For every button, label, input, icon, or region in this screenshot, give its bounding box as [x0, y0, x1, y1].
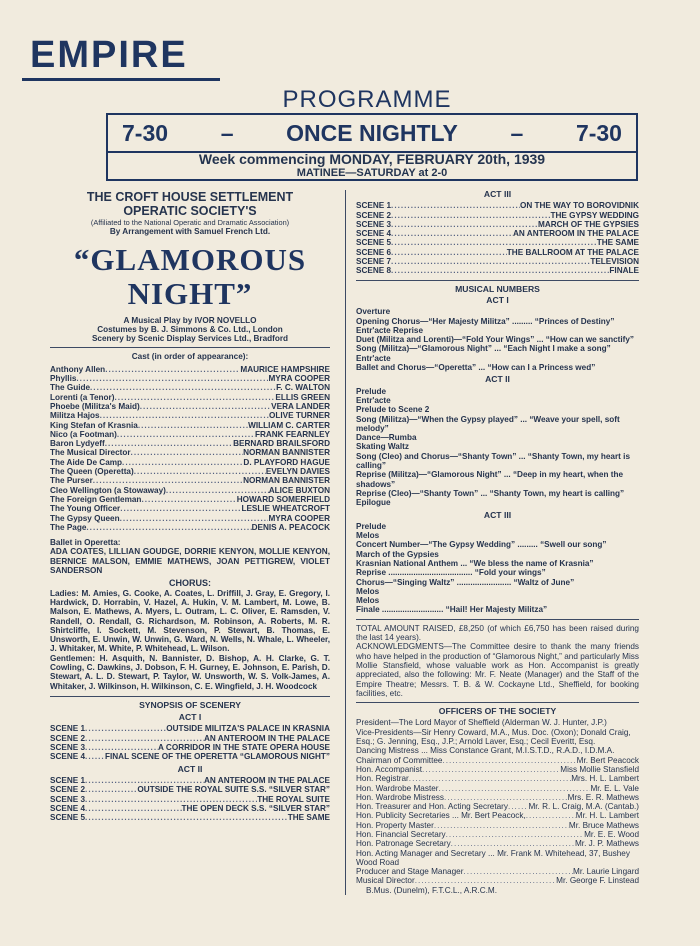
chorus-heading: CHORUS: [169, 578, 211, 589]
officers-heading: OFFICERS OF THE SOCIETY [438, 706, 557, 717]
arrangement: By Arrangement with Samuel French Ltd. [109, 227, 271, 237]
cast-row: The Foreign Gentleman ..... HOWARD SOMERFIELD [50, 495, 330, 504]
musical-item: Entr'acte Reprise [356, 325, 424, 335]
officer-row: Chairman of Committee ..... Mr. Bert Peacock [356, 756, 639, 765]
musical-item: Melos [356, 586, 380, 596]
officer-row: Musical Director ..... Mr. George F. Linstead [356, 876, 639, 885]
m-act1-heading: ACT I [486, 294, 509, 305]
divider [356, 702, 639, 703]
divider [50, 347, 330, 348]
musical-item: Ballet and Chorus—“Operetta” ... “How can I a Princess wed” [356, 363, 596, 373]
musical-item: Song (Cleo) and Chorus—“Shanty Town” ... “Shanty Town, my heart is calling” [356, 451, 630, 471]
society-name-2: OPERATIC SOCIETY'S [123, 204, 257, 218]
matinee-line: MATINEE—SATURDAY at 2-0 [296, 167, 448, 179]
cast-row: King Stefan of Krasnia ..... WILLIAM C. CARTER [50, 421, 330, 430]
time-right: 7-30 [575, 119, 622, 146]
cast-list [50, 365, 330, 532]
president: President—The Lord Mayor of Sheffield (Alderman W. J. Hunter, J.P.) [356, 718, 607, 728]
cast-row: The Aide De Camp ..... D. PLAYFORD HAGUE [50, 458, 330, 467]
column-divider [345, 190, 346, 895]
synopsis-heading: SYNOPSIS OF SCENERY [139, 699, 241, 710]
scene-row: SCENE 6 ..... THE BALLROOM AT THE PALACE [356, 248, 639, 257]
scene-row: SCENE 2 ..... OUTSIDE THE ROYAL SUITE S.S. “SILVER STAR” [50, 785, 330, 794]
scene-row: SCENE 8 ..... FINALE [356, 266, 639, 275]
musical-item: Opening Chorus—“Her Majesty Militza” ......... “Princes of Destiny” [356, 316, 615, 326]
chorus-gentlemen: Gentlemen: H. Asquith, N. Bannister, D. Bishop, A. H. Clarke, G. T. Cowling, C. Dawkins, J. Dobson, F. H. Gurney, E. Johnson, E. Parish, D. Stewart, A. L. D. Stewart, P. Taylor, W. Unsworth, W. S. Volk-James, A. Whitaker, J. Wilkinson, H. Wilkinson, C. E. Wingfield, J. H. Woodcock [50, 653, 330, 691]
musical-item: Overture [356, 307, 391, 317]
programme-label: PROGRAMME [282, 86, 452, 113]
musical-item: Prelude to Scene 2 [356, 405, 430, 415]
scene-row: SCENE 7 ..... TELEVISION [356, 257, 639, 266]
cast-row: Anthony Allen ..... MAURICE HAMPSHIRE [50, 365, 330, 374]
cast-row: The Page ..... DENIS A. PEACOCK [50, 523, 330, 532]
musical-item: Prelude [356, 386, 387, 396]
officer-row: Hon. Property Master ..... Mr. Bruce Mathews [356, 821, 639, 830]
programme-heading [0, 86, 700, 114]
schedule-row [108, 115, 636, 153]
musical-item: Entr'acte [356, 353, 391, 363]
musical-director-quals: B.Mus. (Dunelm), F.T.C.L., A.R.C.M. [366, 885, 498, 895]
society-name-1: THE CROFT HOUSE SETTLEMENT [86, 190, 294, 204]
week-commencing: Week commencing MONDAY, FEBRUARY 20th, 1939 [198, 151, 546, 167]
left-column [50, 190, 330, 822]
musical-item: Reprise ..................................... “Fold your wings” [356, 568, 546, 578]
schedule-label: ONCE NIGHTLY [286, 119, 458, 146]
scene-row: SCENE 1 ..... ON THE WAY TO BOROVIDNIK [356, 201, 639, 210]
musical-item: Melos [356, 596, 380, 606]
musical-item: Skating Waltz [356, 442, 409, 452]
musical-item: Finale ........................... “Hail! Her Majesty Militza” [356, 605, 548, 615]
dash-left: – [220, 119, 234, 146]
officer-row: Hon. Treasurer and Hon. Acting Secretary ..... Mr. R. L. Craig, M.A. (Cantab.) [356, 802, 639, 811]
cast-row: The Gypsy Queen ..... MYRA COOPER [50, 514, 330, 523]
scene-row: SCENE 5 ..... THE SAME [50, 813, 330, 822]
m-act3-heading: ACT III [483, 509, 512, 520]
musical-item: Entr'acte [356, 395, 391, 405]
act3-heading: ACT III [483, 189, 512, 199]
officer-row: Hon. Publicity Secretaries ... Mr. Bert Peacock, ..... Mr. H. L. Lambert [356, 811, 639, 820]
show-title-1: “GLAMOROUS [73, 241, 307, 277]
cast-row: Nico (a Footman) ..... FRANK FEARNLEY [50, 430, 330, 439]
cast-row: The Musical Director ..... NORMAN BANNISTER [50, 448, 330, 457]
cast-row: The Purser ..... NORMAN BANNISTER [50, 476, 330, 485]
scene-row: SCENE 3 ..... THE ROYAL SUITE [50, 795, 330, 804]
chorus-ladies: Ladies: M. Amies, G. Cooke, A. Coates, L. Driffill, J. Gray, E. Gregory, I. Hardwick, D. Horrabin, V. Hazel, A. Hukin, V. M. Lambert, M. Lowe, B. Malson, E. Mathews, A. Myers, L. Outram, L. C. Oliver, E. Ramsden, V. Randell, O. Rendall, G. Richardson, M. Robinson, A. Roberts, M. R. Shirtcliffe, I. Sockett, M. Stevenson, P. Stewart, B. Thomas, E. Unsworth, E. Unwin, W. Unwin, G. Ward, N. Wells, N. Whale, L. Wheeler, J. Whitaker, M. White, P. Whitehead, L. Wilson. [50, 588, 330, 654]
musical-item: Song (Militza)—“Glamorous Night” ... “Each Night I make a song” [356, 344, 611, 354]
cast-heading: Cast (in order of appearance): [131, 352, 249, 362]
time-left: 7-30 [122, 119, 169, 146]
cast-row: Lorenti (a Tenor) ..... ELLIS GREEN [50, 393, 330, 402]
musical-item: Chorus—“Singing Waltz” ........................ “Waltz of June” [356, 577, 575, 587]
officer-row: Hon. Registrar ..... Mrs. H. L. Lambert [356, 774, 639, 783]
cast-row: Baron Lydyeff ..... BERNARD BRAILSFORD [50, 439, 330, 448]
vice-presidents: Vice-Presidents—Sir Henry Coward, M.A., Mus. Doc. (Oxon); Donald Craig, Esq.; G. Jenning, Esq., J.P.; Arnold Laver, Esq.; Cecil Everitt, Esq. [356, 727, 631, 747]
scene-row: SCENE 3 ..... A CORRIDOR IN THE STATE OPERA HOUSE [50, 743, 330, 752]
play-by: A Musical Play by IVOR NOVELLO [123, 315, 257, 325]
musical-item: Song (Militza)—“When the Gypsy played” ... “Weave your spell, soft melody” [356, 414, 620, 433]
musical-item: Prelude [356, 521, 387, 531]
act1-heading: ACT I [178, 712, 202, 723]
musical-item: Concert Number—“The Gypsy Wedding” ......... “Swell our song” [356, 540, 607, 550]
officer-row: Hon. Accompanist ..... Miss Mollie Stansfield [356, 765, 639, 774]
cast-row: Phyllis ..... MYRA COOPER [50, 374, 330, 383]
musical-item: Melos [356, 531, 380, 541]
acknowledgments: ACKNOWLEDGMENTS—The Committee desire to thank the many friends who have helped in the production of “Glamorous Night,” and particularly Miss Mollie Stansfield, whose valuable work as Hon. Accompanist is greatly appreciated, also the following: Mr. F. Neate (Manager) and the Staff of the Empire Theatre; Messrs. T. B. & W. Cockayne Ltd., Sheffield, for booking facilities, etc. [356, 642, 639, 698]
musical-item: Dance—Rumba [356, 433, 417, 443]
officer-row: Producer and Stage Manager ..... Mr. Laurie Lingard [356, 867, 639, 876]
cast-row: Phoebe (Militza's Maid) ..... VERA LANDER [50, 402, 330, 411]
cast-row: The Queen (Operetta) ..... EVELYN DAVIES [50, 467, 330, 476]
officer-row: Hon. Wardrobe Master ..... Mr. E. L. Vale [356, 784, 639, 793]
acting-manager: Hon. Acting Manager and Secretary ... Mr. Frank M. Whitehead, 37, Bushey Wood Road [356, 848, 630, 867]
affiliation: (Affiliated to the National Operatic and Dramatic Association) [90, 218, 290, 227]
dancing-mistress: Dancing Mistress ... Miss Constance Grant, M.I.S.T.D., R.A.D., I.D.M.A. [356, 746, 615, 756]
scene-row: SCENE 4 ..... FINAL SCENE OF THE OPERETTA “GLAMOROUS NIGHT” [50, 752, 330, 761]
costumes-credit: Costumes by B. J. Simmons & Co. Ltd., London [97, 324, 283, 334]
musical-item: March of the Gypsies [356, 549, 439, 559]
scene-row: SCENE 2 ..... THE GYPSY WEDDING [356, 211, 639, 220]
musical-list-act1 [356, 307, 639, 372]
right-column [356, 190, 639, 895]
officer-row: Hon. Wardrobe Mistress ..... Mrs. E. R. Mathews [356, 793, 639, 802]
musical-numbers-heading: MUSICAL NUMBERS [455, 283, 540, 294]
venue-title: EMPIRE [30, 34, 188, 76]
officer-row: Hon. Patronage Secretary ..... Mr. J. P. Mathews [356, 839, 639, 848]
m-act2-heading: ACT II [485, 374, 510, 385]
musical-item: Reprise (Militza)—“Glamorous Night” ... “Deep in my heart, when the shadows” [356, 470, 624, 489]
show-title-2: NIGHT” [127, 275, 253, 311]
scenery-credit: Scenery by Scenic Display Services Ltd., Bradford [91, 334, 289, 344]
musical-item: Duet (Militza and Lorenti)—“Fold Your Wings” ... “How can we sanctify” [356, 335, 635, 345]
ballet-list: ADA COATES, LILLIAN GOUDGE, DORRIE KENYON, MOLLIE KENYON, BERNICE MALSON, EMMIE MATHEWS, JOAN PETTIGREW, VIOLET SANDERSON [50, 547, 330, 576]
divider [356, 619, 639, 620]
divider [356, 280, 639, 281]
scene-row: SCENE 3 ..... MARCH OF THE GYPSIES [356, 220, 639, 229]
scene-row: SCENE 2 ..... AN ANTEROOM IN THE PALACE [50, 734, 330, 743]
scene-row: SCENE 1 ..... OUTSIDE MILITZA'S PALACE IN KRASNIA [50, 724, 330, 733]
ballet-heading: Ballet in Operetta: [50, 538, 121, 548]
officer-row: Hon. Financial Secretary ..... Mr. E. E. Wood [356, 830, 639, 839]
scene-row: SCENE 5 ..... THE SAME [356, 238, 639, 247]
scene-row: SCENE 4 ..... THE OPEN DECK S.S. “SILVER STAR” [50, 804, 330, 813]
musical-item: Reprise (Cleo)—“Shanty Town” ... “Shanty Town, my heart is calling” [356, 488, 625, 498]
act2-heading: ACT II [177, 763, 203, 774]
total-raised: TOTAL AMOUNT RAISED, £8,250 (of which £6,750 has been raised during the last 14 years). [356, 623, 639, 643]
dash-right: – [510, 119, 524, 146]
cast-row: The Guide ..... F. C. WALTON [50, 383, 330, 392]
schedule-box [106, 113, 638, 181]
cast-row: Cleo Wellington (a Stowaway) ..... ALICE BUXTON [50, 486, 330, 495]
divider [50, 696, 330, 697]
musical-list-act2 [356, 387, 639, 508]
venue-underline [22, 78, 220, 81]
musical-item: Krasnian National Anthem ... “We bless the name of Krasnia” [356, 558, 594, 568]
scene-row: SCENE 4 ..... AN ANTEROOM IN THE PALACE [356, 229, 639, 238]
musical-item: Epilogue [356, 498, 391, 508]
musical-list-act3 [356, 522, 639, 615]
cast-row: The Young Officer ..... LESLIE WHEATCROFT [50, 504, 330, 513]
cast-row: Militza Hajos ..... OLIVE TURNER [50, 411, 330, 420]
scene-row: SCENE 1 ..... AN ANTEROOM IN THE PALACE [50, 776, 330, 785]
